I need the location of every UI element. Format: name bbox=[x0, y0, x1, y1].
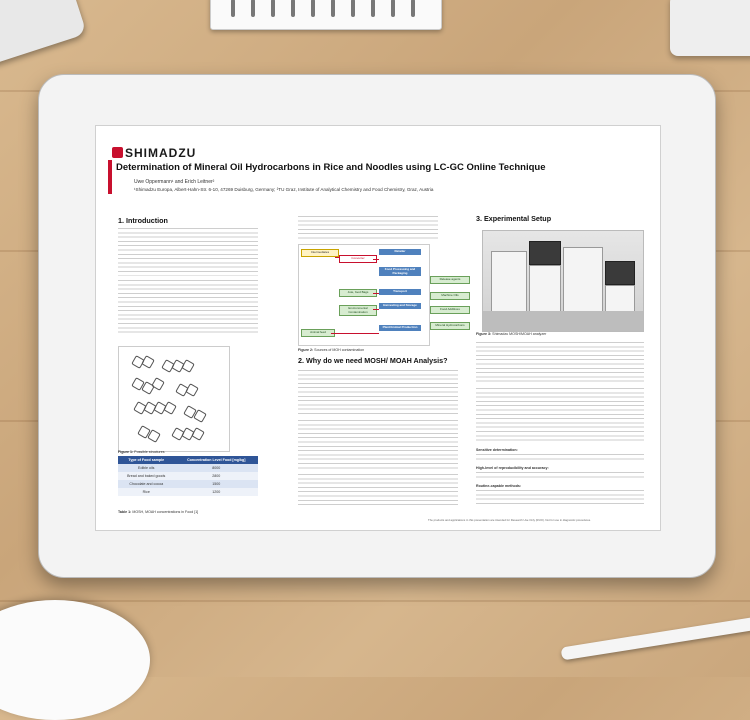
diagram-side-boxes bbox=[430, 276, 470, 338]
diagram-machine-oils: Machine Oils bbox=[430, 292, 470, 300]
mosh-moah-table bbox=[118, 456, 258, 496]
diagram-transport: Transport bbox=[379, 289, 421, 295]
poster-title: Determination of Mineral Oil Hydrocarbons in Rice and Noodles using LC-GC Online Technique bbox=[116, 162, 546, 173]
poster-screen bbox=[95, 125, 661, 531]
sensitive-heading: Sensitive determination: bbox=[476, 448, 518, 452]
diagram-harvesting: Harvesting and Storage bbox=[379, 303, 421, 309]
figure3-caption: Figure 3: Shimadzu MOSH/MOAH analyzer bbox=[476, 332, 547, 336]
diagram-retailer: Retailer bbox=[379, 249, 421, 255]
figure2-caption: Figure 2: Sources of MOH contamination bbox=[298, 348, 365, 352]
poster-authors: Uwe Oppermann¹ and Erich Leitner² bbox=[134, 179, 215, 185]
diagram-environmental: Environmental Contamination bbox=[339, 305, 377, 316]
diagram-plant-animal: Plant/Animal Production bbox=[379, 325, 421, 331]
coffee-mug bbox=[0, 600, 150, 720]
high-level-text bbox=[476, 472, 644, 478]
title-accent-bar bbox=[108, 160, 112, 194]
setup-paragraph-1 bbox=[476, 342, 644, 384]
diagram-release-agents: Release agents bbox=[430, 276, 470, 284]
spiral-notebook bbox=[210, 0, 442, 30]
table-row: Edible oils 8000 bbox=[118, 464, 258, 472]
routine-text bbox=[476, 490, 644, 504]
table-row: Rice 1200 bbox=[118, 488, 258, 496]
diagram-mineral-hydrocarbons: Mineral Hydrocarbons bbox=[430, 322, 470, 330]
setup-paragraph-2 bbox=[476, 388, 644, 444]
diagram-food-processing: Food Processing and Packaging bbox=[379, 267, 421, 276]
table-row: Chocolate and cocoa 1500 bbox=[118, 480, 258, 488]
setup-heading: 3. Experimental Setup bbox=[476, 214, 552, 223]
table-header-concentration: Concentration Level Food [mg/kg] bbox=[175, 456, 259, 464]
table-row: Bread and baked goods 2800 bbox=[118, 472, 258, 480]
routine-heading: Routine-capable methods: bbox=[476, 484, 522, 488]
diagram-animal-feed: Animal feed bbox=[301, 329, 335, 337]
diagram-converter: Converter bbox=[339, 255, 377, 263]
paper-clip-holder bbox=[670, 0, 750, 56]
figure-structures bbox=[118, 346, 230, 452]
poster-affiliation: ¹Shimadzu Europa, Albert-Hahn-Str. 6-10, 47269 Duisburg, Germany; ²TU Graz, Institute of Analytical Chemistry and Food Chemistry, Graz, Austria bbox=[134, 187, 434, 192]
shimadzu-logo: SHIMADZU bbox=[112, 146, 196, 160]
figure-moh-sources-diagram bbox=[298, 244, 430, 346]
intro-heading: 1. Introduction bbox=[118, 216, 168, 225]
diagram-jute: Jute, food Bags bbox=[339, 289, 377, 297]
intro-paragraph-1 bbox=[118, 228, 258, 276]
instrument-photo bbox=[482, 230, 644, 332]
table1-caption: Table 1: MOSH, MOAH concentrations in Food [1] bbox=[118, 510, 199, 514]
why-paragraph-2 bbox=[298, 420, 458, 470]
figure1-caption: Figure 1: Possible structures bbox=[118, 450, 165, 454]
pen bbox=[561, 609, 750, 661]
why-paragraph-1 bbox=[298, 370, 458, 416]
sensitive-text bbox=[476, 454, 644, 460]
phone bbox=[0, 0, 87, 67]
diagram-intermediates: Intermediates bbox=[301, 249, 339, 257]
intro-paragraph-3 bbox=[298, 216, 438, 240]
poster-footer: The products and applications in this presentation are intended for Research Use Only (RUO). Not for use in diagnostic procedures. bbox=[428, 518, 591, 522]
intro-paragraph-2 bbox=[118, 280, 258, 336]
why-paragraph-3 bbox=[298, 474, 458, 508]
diagram-food-additives: Food Additives bbox=[430, 306, 470, 314]
table-header-food: Type of Food sample bbox=[118, 456, 175, 464]
tablet bbox=[38, 74, 716, 578]
high-level-heading: High-level of reproducibility and accuracy: bbox=[476, 466, 549, 470]
why-heading: 2. Why do we need MOSH/ MOAH Analysis? bbox=[298, 356, 448, 365]
